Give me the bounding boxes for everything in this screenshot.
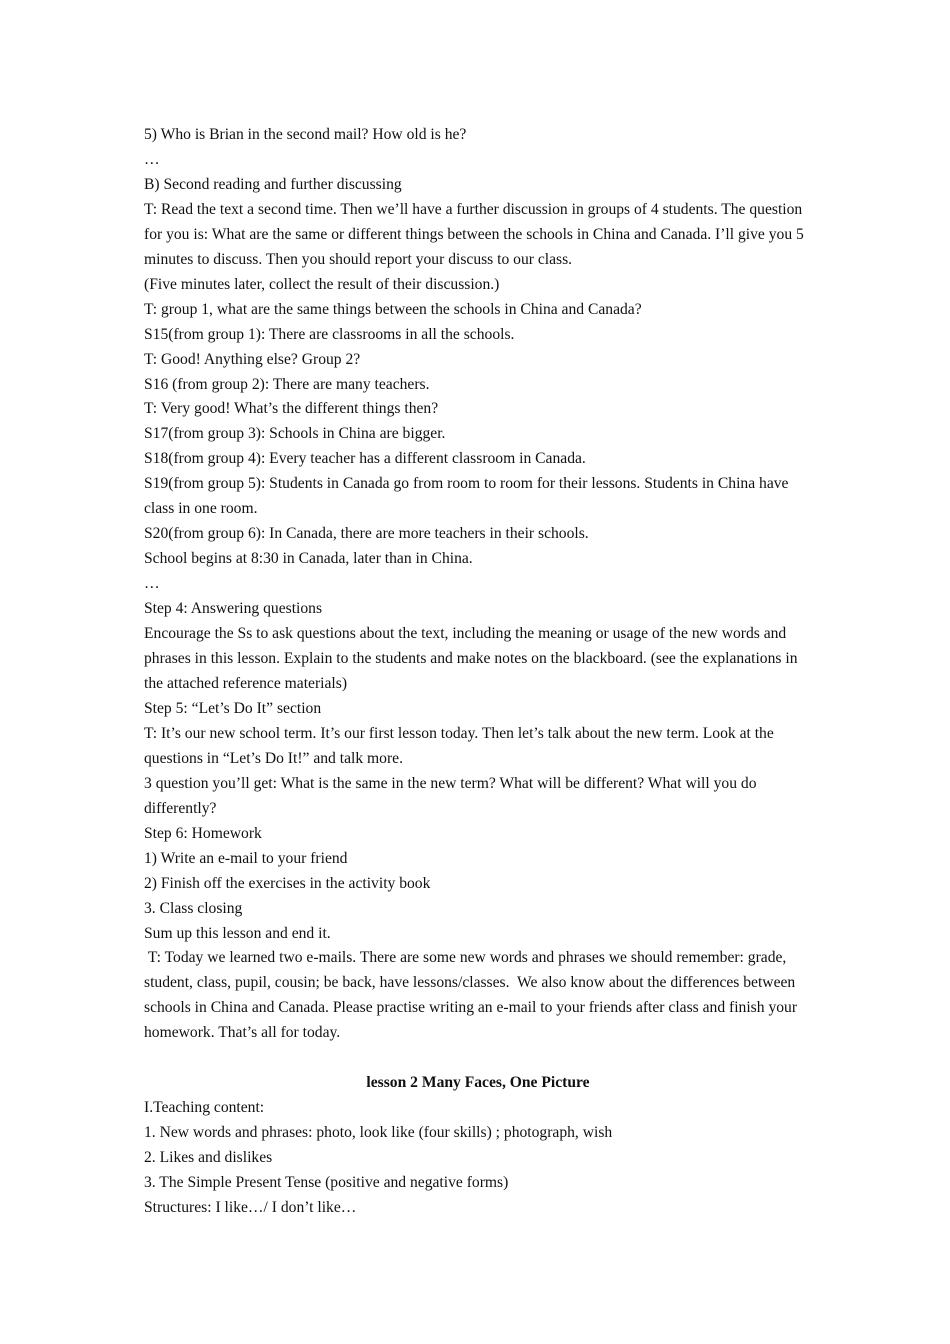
text-line: 2. Likes and dislikes (144, 1149, 273, 1167)
text-line: T: It’s our new school term. It’s our first lesson today. Then let’s talk about the new term. Look at the questions in “Let’s Do It!” and talk more. (144, 724, 778, 767)
paragraph-spacer (144, 1046, 812, 1071)
text-line: (Five minutes later, collect the result of their discussion.) (144, 275, 500, 293)
text-line: T: Good! Anything else? Group 2? (144, 350, 361, 368)
text-line: 2) Finish off the exercises in the activity book (144, 874, 431, 892)
text-line: S18(from group 4): Every teacher has a different classroom in Canada. (144, 450, 586, 468)
text-line: T: Read the text a second time. Then we’ll have a further discussion in groups of 4 students. The question for you is: What are the same or different things between the schools in China and Canada. I’ll give you 5 minutes to discuss. Then you should report your discuss to our class. (144, 200, 808, 268)
text-line: School begins at 8:30 in Canada, later than in China. (144, 550, 473, 568)
lesson-2-teaching-content (144, 1096, 812, 1221)
text-line: 5) Who is Brian in the second mail? How old is he? (144, 126, 467, 143)
lesson-2-heading: lesson 2 Many Faces, One Picture (366, 1074, 590, 1092)
text-line: Structures: I like…/ I don’t like… (144, 1198, 357, 1216)
text-line: 1) Write an e-mail to your friend (144, 849, 348, 867)
text-line: 3. The Simple Present Tense (positive and negative forms) (144, 1174, 509, 1192)
text-line: S15(from group 1): There are classrooms in all the schools. (144, 325, 515, 343)
text-line: Sum up this lesson and end it. (144, 924, 331, 942)
text-line: … (144, 575, 160, 593)
text-line: T: Today we learned two e-mails. There are some new words and phrases we should remember: grade, student, class, pupil, cousin; be back, have lessons/classes. We also know about the differences between schools in China and Canada. Please practise writing an e-mail to your friends after class and finish your homework. That’s all for today. (144, 949, 801, 1042)
document-page (144, 123, 812, 1221)
text-line: Encourage the Ss to ask questions about the text, including the meaning or usage of the new words and phrases in this lesson. Explain to the students and make notes on the blackboard. (see the explanations in the attached reference materials) (144, 625, 802, 692)
text-line: T: Very good! What’s the different things then? (144, 400, 439, 418)
text-line: I.Teaching content: (144, 1099, 265, 1117)
lesson-1-procedure-text (144, 123, 812, 1046)
text-line: B) Second reading and further discussing (144, 175, 402, 193)
text-line: 3 question you’ll get: What is the same in the new term? What will be different? What will you do differently? (144, 774, 761, 817)
text-line: 1. New words and phrases: photo, look like (four skills) ; photograph, wish (144, 1124, 613, 1142)
text-line: Step 4: Answering questions (144, 600, 323, 618)
text-line: Step 5: “Let’s Do It” section (144, 699, 322, 717)
text-line: S16 (from group 2): There are many teachers. (144, 375, 430, 393)
text-line: S19(from group 5): Students in Canada go from room to room for their lessons. Students in China have class in one room. (144, 475, 793, 518)
text-line: … (144, 150, 160, 168)
text-line: 3. Class closing (144, 899, 243, 917)
text-line: Step 6: Homework (144, 824, 262, 842)
text-line: S20(from group 6): In Canada, there are more teachers in their schools. (144, 525, 589, 543)
text-line: T: group 1, what are the same things between the schools in China and Canada? (144, 300, 642, 318)
text-line: S17(from group 3): Schools in China are bigger. (144, 425, 446, 443)
